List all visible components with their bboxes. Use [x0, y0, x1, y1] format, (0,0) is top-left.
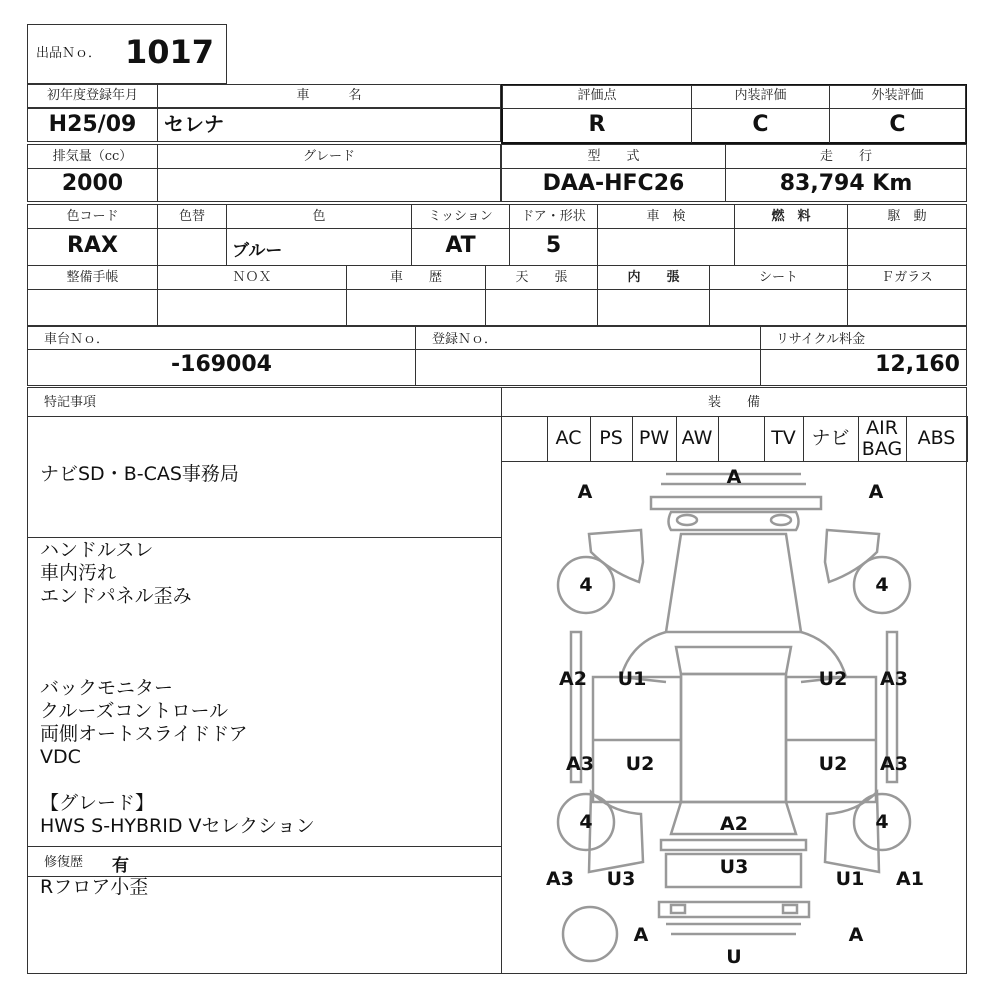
- dmg-tire-fl: 4: [579, 574, 593, 596]
- dmg-rear-right: A: [848, 924, 864, 946]
- notes-label-cell: [27, 387, 502, 417]
- reg-date-value: H25/09: [48, 112, 137, 137]
- dmg-front-left: A: [577, 481, 593, 503]
- mileage-value: 83,794 Km: [779, 171, 913, 196]
- repair-note: Rフロア小歪: [40, 876, 149, 898]
- grade-value-cell: [157, 168, 501, 202]
- reg-date-label: 初年度登録年月: [46, 88, 138, 103]
- dmg-left-u3: U3: [606, 868, 636, 890]
- seat-label: シート: [758, 270, 798, 285]
- grade-label: グレード: [302, 149, 355, 164]
- fuel-value-cell: [734, 228, 848, 266]
- equipment-item: AC: [555, 427, 582, 449]
- dmg-right-u2: U2: [818, 668, 848, 690]
- repaint-value-cell: [157, 228, 227, 266]
- roof-value-cell: [485, 289, 598, 326]
- front-bumper: [651, 497, 821, 509]
- color-code-value: RAX: [67, 233, 118, 258]
- dmg-left-a2: A2: [559, 668, 587, 690]
- chassis-value: -169004: [171, 352, 272, 377]
- notes-text2: ハンドルスレ 車内汚れ エンドパネル歪み バックモニター クルーズコントロール 両側オートスライドドア VDC 【グレード】 HWS S-HYBRID Vセレクション: [40, 539, 315, 837]
- inspection-value-cell: [597, 228, 735, 266]
- equipment-cell-blank: [501, 416, 548, 462]
- exterior-label: 外装評価: [871, 88, 924, 103]
- car-name-value: セレナ: [164, 112, 224, 136]
- color-code-label: 色コード: [66, 209, 119, 224]
- nox-label: ＮＯＸ: [232, 270, 272, 285]
- door-value: 5: [545, 233, 562, 258]
- windshield: [676, 647, 791, 674]
- interior-trim-label: 内 張: [627, 270, 680, 285]
- recycle-value: 12,160: [875, 352, 960, 377]
- repaint-label: 色替: [178, 209, 205, 224]
- mileage-label: 走 行: [819, 149, 872, 164]
- disp-label: 排気量（cc）: [52, 149, 133, 164]
- glass-label: Ｆガラス: [881, 270, 933, 285]
- dmg-left-u2: U2: [625, 753, 655, 775]
- equipment-item: ABS: [917, 427, 956, 449]
- equipment-item: ナビ: [811, 427, 850, 449]
- drive-value-cell: [847, 228, 967, 266]
- inspection-label: 車 検: [646, 209, 686, 224]
- color-label: 色: [312, 209, 326, 224]
- equipment-item: AW: [681, 427, 713, 449]
- equipment-item: TV: [771, 427, 796, 449]
- repair-value: 有: [112, 856, 129, 876]
- dmg-front-right: A: [868, 481, 884, 503]
- hood: [666, 534, 801, 632]
- dmg-front-center: A: [726, 466, 742, 488]
- repair-label: 修復歴: [44, 855, 84, 870]
- dmg-tire-fr: 4: [875, 574, 889, 596]
- notes-label: 特記事項: [44, 395, 97, 410]
- seat-value-cell: [709, 289, 848, 326]
- model-value: DAA-HFC26: [542, 171, 685, 196]
- notes-text1: ナビSD・B-CAS事務局: [40, 463, 239, 485]
- model-label: 型 式: [587, 149, 640, 164]
- door-label: ドア・形状: [521, 209, 586, 224]
- equipment-cell: [718, 416, 765, 462]
- interior-trim-value-cell: [597, 289, 710, 326]
- car-diagram: [501, 462, 967, 974]
- fuel-label: 燃 料: [771, 209, 811, 224]
- maint-value-cell: [27, 289, 158, 326]
- disp-value: 2000: [61, 171, 124, 196]
- dmg-right-a3: A3: [880, 668, 908, 690]
- lot-number: 1017: [125, 33, 215, 71]
- dmg-left-a3: A3: [566, 753, 594, 775]
- interior-label: 内装評価: [734, 88, 787, 103]
- lot-box: [27, 24, 227, 84]
- equipment-item: PS: [599, 427, 623, 449]
- score-value: R: [588, 112, 606, 137]
- chassis-label: 車台Ｎｏ．: [44, 332, 110, 347]
- equipment-item: AIR BAG: [861, 417, 903, 460]
- mission-label: ミッション: [428, 209, 493, 224]
- dmg-right-u2b: U2: [818, 753, 848, 775]
- dmg-tire-rl: 4: [579, 811, 593, 833]
- maint-label: 整備手帳: [66, 270, 119, 285]
- recycle-label: リサイクル料金: [776, 332, 866, 347]
- dmg-tire-rr: 4: [875, 811, 889, 833]
- interior-value: C: [752, 112, 769, 137]
- score-label: 評価点: [577, 88, 617, 103]
- dmg-rear-u3: U3: [719, 856, 749, 878]
- dmg-rear-left: A: [633, 924, 649, 946]
- color-value: ブルー: [232, 241, 283, 261]
- dmg-rear-center: U: [726, 946, 742, 968]
- mission-value: AT: [445, 233, 476, 258]
- glass-value-cell: [847, 289, 967, 326]
- repair-cell: [27, 846, 502, 877]
- dmg-right-a3b: A3: [880, 753, 908, 775]
- dmg-rear-a2: A2: [720, 813, 748, 835]
- dmg-left-a3b: A3: [546, 868, 574, 890]
- dmg-right-u1: U1: [835, 868, 865, 890]
- roof: [681, 674, 786, 802]
- drive-label: 駆 動: [887, 209, 927, 224]
- regno-label: 登録Ｎｏ．: [432, 332, 498, 347]
- equipment-item: PW: [638, 427, 670, 449]
- exterior-value: C: [889, 112, 906, 137]
- car-name-label: 車 名: [296, 88, 362, 103]
- lot-label: 出品Ｎｏ．: [36, 46, 102, 61]
- equipment-label: 装 備: [707, 395, 760, 410]
- dmg-left-u1: U1: [617, 668, 647, 690]
- history-label: 車 歴: [389, 270, 442, 285]
- history-value-cell: [346, 289, 486, 326]
- dmg-right-a1: A1: [896, 868, 924, 890]
- roof-label: 天 張: [515, 270, 568, 285]
- nox-value-cell: [157, 289, 347, 326]
